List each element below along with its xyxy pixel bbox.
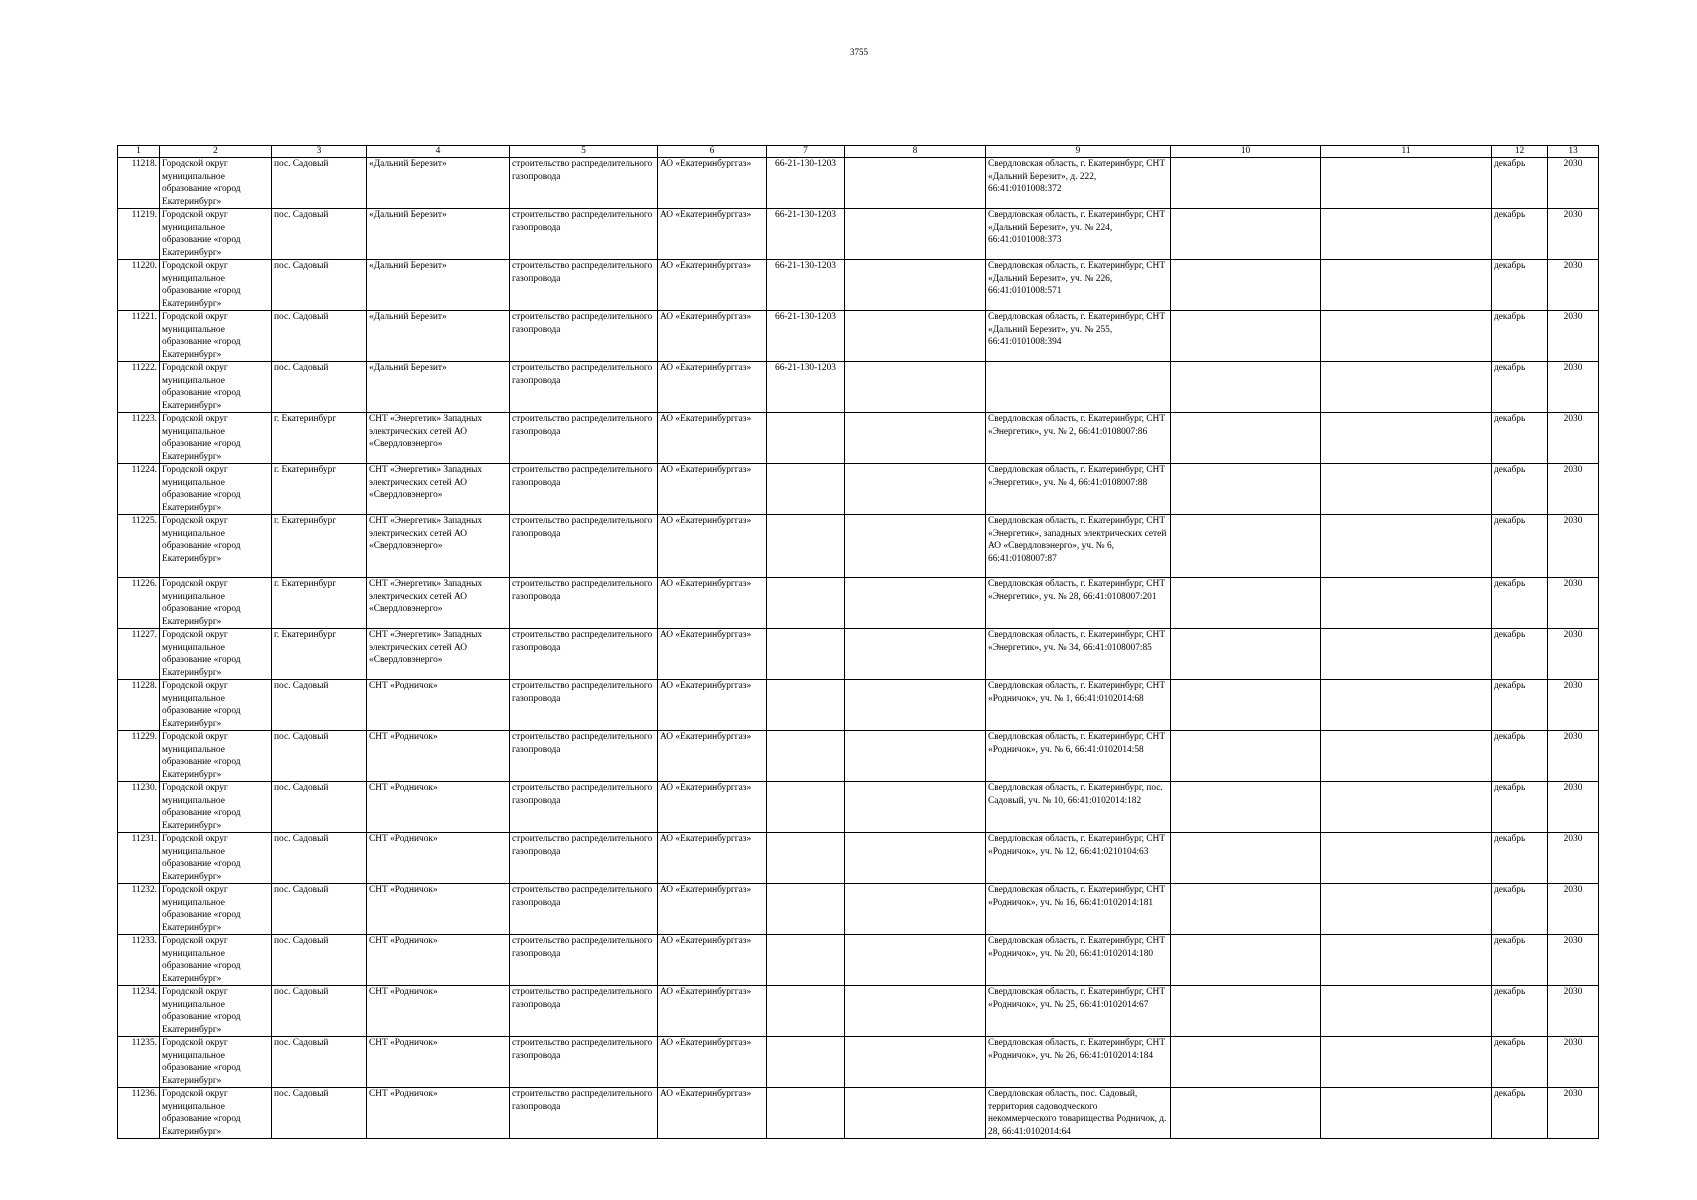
object-name-cell: СНТ «Родничок» bbox=[367, 731, 510, 782]
column-11-cell bbox=[1321, 464, 1492, 515]
code-cell: 66-21-130-1203 bbox=[767, 311, 845, 362]
year-cell: 2030 bbox=[1548, 413, 1599, 464]
table-row bbox=[118, 680, 1599, 731]
month-cell: декабрь bbox=[1492, 362, 1548, 413]
year-cell: 2030 bbox=[1548, 986, 1599, 1037]
organization-cell: АО «Екатеринбурггаз» bbox=[658, 935, 767, 986]
column-10-cell bbox=[1171, 578, 1321, 629]
settlement-cell: пос. Садовый bbox=[272, 209, 367, 260]
month-cell: декабрь bbox=[1492, 413, 1548, 464]
work-type-cell: строительство распределительного газопровода bbox=[510, 311, 658, 362]
work-type-cell: строительство распределительного газопровода bbox=[510, 515, 658, 578]
municipality-cell: Городской округ муниципальное образование «город Екатеринбург» bbox=[160, 209, 272, 260]
column-11-cell bbox=[1321, 884, 1492, 935]
address-cell: Свердловская область, г. Екатеринбург, пос. Садовый, уч. № 10, 66:41:0102014:182 bbox=[986, 782, 1171, 833]
settlement-cell: г. Екатеринбург bbox=[272, 515, 367, 578]
month-cell: декабрь bbox=[1492, 884, 1548, 935]
row-number: 11218. bbox=[118, 158, 160, 209]
column-8-cell bbox=[845, 260, 986, 311]
address-cell: Свердловская область, пос. Садовый, территория садоводческого некоммерческого товарищества Родничок, д. 28, 66:41:0102014:64 bbox=[986, 1088, 1171, 1139]
organization-cell: АО «Екатеринбурггаз» bbox=[658, 578, 767, 629]
month-cell: декабрь bbox=[1492, 464, 1548, 515]
month-cell: декабрь bbox=[1492, 260, 1548, 311]
column-8-cell bbox=[845, 311, 986, 362]
column-header: 5 bbox=[510, 146, 658, 158]
column-8-cell bbox=[845, 209, 986, 260]
year-cell: 2030 bbox=[1548, 782, 1599, 833]
address-cell: Свердловская область, г. Екатеринбург, СНТ «Энергетик», уч. № 2, 66:41:0108007:86 bbox=[986, 413, 1171, 464]
year-cell: 2030 bbox=[1548, 362, 1599, 413]
column-8-cell bbox=[845, 362, 986, 413]
table-row bbox=[118, 260, 1599, 311]
row-number: 11229. bbox=[118, 731, 160, 782]
row-number: 11230. bbox=[118, 782, 160, 833]
year-cell: 2030 bbox=[1548, 629, 1599, 680]
column-10-cell bbox=[1171, 413, 1321, 464]
code-cell bbox=[767, 782, 845, 833]
table-row bbox=[118, 464, 1599, 515]
table-body bbox=[118, 158, 1599, 1139]
work-type-cell: строительство распределительного газопровода bbox=[510, 209, 658, 260]
column-8-cell bbox=[845, 578, 986, 629]
column-8-cell bbox=[845, 1088, 986, 1139]
page-number: 3755 bbox=[850, 47, 868, 57]
organization-cell: АО «Екатеринбурггаз» bbox=[658, 884, 767, 935]
code-cell bbox=[767, 515, 845, 578]
object-name-cell: СНТ «Родничок» bbox=[367, 1037, 510, 1088]
object-name-cell: СНТ «Родничок» bbox=[367, 680, 510, 731]
column-8-cell bbox=[845, 935, 986, 986]
row-number: 11231. bbox=[118, 833, 160, 884]
column-header: 1 bbox=[118, 146, 160, 158]
code-cell bbox=[767, 578, 845, 629]
month-cell: декабрь bbox=[1492, 782, 1548, 833]
object-name-cell: «Дальний Березит» bbox=[367, 209, 510, 260]
row-number: 11236. bbox=[118, 1088, 160, 1139]
municipality-cell: Городской округ муниципальное образование «город Екатеринбург» bbox=[160, 1037, 272, 1088]
column-11-cell bbox=[1321, 260, 1492, 311]
municipality-cell: Городской округ муниципальное образование «город Екатеринбург» bbox=[160, 260, 272, 311]
settlement-cell: пос. Садовый bbox=[272, 986, 367, 1037]
code-cell bbox=[767, 731, 845, 782]
year-cell: 2030 bbox=[1548, 731, 1599, 782]
column-10-cell bbox=[1171, 515, 1321, 578]
table-row bbox=[118, 1088, 1599, 1139]
column-10-cell bbox=[1171, 1037, 1321, 1088]
year-cell: 2030 bbox=[1548, 833, 1599, 884]
object-name-cell: «Дальний Березит» bbox=[367, 311, 510, 362]
organization-cell: АО «Екатеринбурггаз» bbox=[658, 413, 767, 464]
header-row bbox=[118, 146, 1599, 158]
organization-cell: АО «Екатеринбурггаз» bbox=[658, 260, 767, 311]
column-10-cell bbox=[1171, 782, 1321, 833]
column-11-cell bbox=[1321, 986, 1492, 1037]
year-cell: 2030 bbox=[1548, 884, 1599, 935]
municipality-cell: Городской округ муниципальное образование «город Екатеринбург» bbox=[160, 362, 272, 413]
month-cell: декабрь bbox=[1492, 158, 1548, 209]
address-cell: Свердловская область, г. Екатеринбург, СНТ «Дальний Березит», уч. № 224, 66:41:0101008:373 bbox=[986, 209, 1171, 260]
row-number: 11223. bbox=[118, 413, 160, 464]
work-type-cell: строительство распределительного газопровода bbox=[510, 680, 658, 731]
column-header: 11 bbox=[1321, 146, 1492, 158]
column-8-cell bbox=[845, 629, 986, 680]
address-cell: Свердловская область, г. Екатеринбург, СНТ «Энергетик», западных электрических сетей АО «Свердловэнерго», уч. № 6, 66:41:0108007:87 bbox=[986, 515, 1171, 578]
municipality-cell: Городской округ муниципальное образование «город Екатеринбург» bbox=[160, 311, 272, 362]
organization-cell: АО «Екатеринбурггаз» bbox=[658, 515, 767, 578]
month-cell: декабрь bbox=[1492, 680, 1548, 731]
month-cell: декабрь bbox=[1492, 935, 1548, 986]
year-cell: 2030 bbox=[1548, 260, 1599, 311]
object-name-cell: «Дальний Березит» bbox=[367, 260, 510, 311]
column-11-cell bbox=[1321, 935, 1492, 986]
address-cell: Свердловская область, г. Екатеринбург, СНТ «Родничок», уч. № 25, 66:41:0102014:67 bbox=[986, 986, 1171, 1037]
row-number: 11227. bbox=[118, 629, 160, 680]
column-10-cell bbox=[1171, 986, 1321, 1037]
code-cell bbox=[767, 413, 845, 464]
code-cell bbox=[767, 935, 845, 986]
table-row bbox=[118, 782, 1599, 833]
year-cell: 2030 bbox=[1548, 464, 1599, 515]
municipality-cell: Городской округ муниципальное образование «город Екатеринбург» bbox=[160, 680, 272, 731]
table-row bbox=[118, 413, 1599, 464]
table-row bbox=[118, 158, 1599, 209]
column-8-cell bbox=[845, 884, 986, 935]
table-row bbox=[118, 986, 1599, 1037]
month-cell: декабрь bbox=[1492, 629, 1548, 680]
object-name-cell: «Дальний Березит» bbox=[367, 158, 510, 209]
column-11-cell bbox=[1321, 158, 1492, 209]
address-cell: Свердловская область, г. Екатеринбург, СНТ «Дальний Березит», уч. № 226, 66:41:0101008:571 bbox=[986, 260, 1171, 311]
work-type-cell: строительство распределительного газопровода bbox=[510, 782, 658, 833]
work-type-cell: строительство распределительного газопровода bbox=[510, 833, 658, 884]
column-10-cell bbox=[1171, 209, 1321, 260]
settlement-cell: пос. Садовый bbox=[272, 260, 367, 311]
row-number: 11221. bbox=[118, 311, 160, 362]
address-cell: Свердловская область, г. Екатеринбург, СНТ «Дальний Березит», д. 222, 66:41:0101008:372 bbox=[986, 158, 1171, 209]
row-number: 11232. bbox=[118, 884, 160, 935]
column-header: 6 bbox=[658, 146, 767, 158]
object-name-cell: СНТ «Родничок» bbox=[367, 884, 510, 935]
column-11-cell bbox=[1321, 515, 1492, 578]
column-10-cell bbox=[1171, 935, 1321, 986]
code-cell: 66-21-130-1203 bbox=[767, 209, 845, 260]
address-cell: Свердловская область, г. Екатеринбург, СНТ «Энергетик», уч. № 4, 66:41:0108007:88 bbox=[986, 464, 1171, 515]
column-header: 9 bbox=[986, 146, 1171, 158]
municipality-cell: Городской округ муниципальное образование «город Екатеринбург» bbox=[160, 1088, 272, 1139]
object-name-cell: СНТ «Энергетик» Западных электрических сетей АО «Свердловэнерго» bbox=[367, 464, 510, 515]
organization-cell: АО «Екатеринбурггаз» bbox=[658, 986, 767, 1037]
object-name-cell: СНТ «Родничок» bbox=[367, 782, 510, 833]
municipality-cell: Городской округ муниципальное образование «город Екатеринбург» bbox=[160, 986, 272, 1037]
work-type-cell: строительство распределительного газопровода bbox=[510, 260, 658, 311]
table-row bbox=[118, 629, 1599, 680]
code-cell bbox=[767, 464, 845, 515]
year-cell: 2030 bbox=[1548, 515, 1599, 578]
work-type-cell: строительство распределительного газопровода bbox=[510, 884, 658, 935]
column-11-cell bbox=[1321, 629, 1492, 680]
column-8-cell bbox=[845, 158, 986, 209]
work-type-cell: строительство распределительного газопровода bbox=[510, 413, 658, 464]
organization-cell: АО «Екатеринбурггаз» bbox=[658, 782, 767, 833]
organization-cell: АО «Екатеринбурггаз» bbox=[658, 464, 767, 515]
column-8-cell bbox=[845, 464, 986, 515]
code-cell bbox=[767, 1037, 845, 1088]
code-cell bbox=[767, 833, 845, 884]
settlement-cell: пос. Садовый bbox=[272, 884, 367, 935]
municipality-cell: Городской округ муниципальное образование «город Екатеринбург» bbox=[160, 515, 272, 578]
month-cell: декабрь bbox=[1492, 1088, 1548, 1139]
code-cell bbox=[767, 986, 845, 1037]
table-row bbox=[118, 935, 1599, 986]
settlement-cell: пос. Садовый bbox=[272, 731, 367, 782]
code-cell: 66-21-130-1203 bbox=[767, 260, 845, 311]
settlement-cell: пос. Садовый bbox=[272, 680, 367, 731]
column-header: 13 bbox=[1548, 146, 1599, 158]
municipality-cell: Городской округ муниципальное образование «город Екатеринбург» bbox=[160, 884, 272, 935]
column-11-cell bbox=[1321, 731, 1492, 782]
column-11-cell bbox=[1321, 578, 1492, 629]
object-name-cell: СНТ «Энергетик» Западных электрических сетей АО «Свердловэнерго» bbox=[367, 578, 510, 629]
month-cell: декабрь bbox=[1492, 311, 1548, 362]
municipality-cell: Городской округ муниципальное образование «город Екатеринбург» bbox=[160, 464, 272, 515]
column-header: 12 bbox=[1492, 146, 1548, 158]
work-type-cell: строительство распределительного газопровода bbox=[510, 1037, 658, 1088]
work-type-cell: строительство распределительного газопровода bbox=[510, 986, 658, 1037]
address-cell: Свердловская область, г. Екатеринбург, СНТ «Родничок», уч. № 26, 66:41:0102014:184 bbox=[986, 1037, 1171, 1088]
year-cell: 2030 bbox=[1548, 311, 1599, 362]
year-cell: 2030 bbox=[1548, 1088, 1599, 1139]
row-number: 11225. bbox=[118, 515, 160, 578]
column-header: 2 bbox=[160, 146, 272, 158]
table-row bbox=[118, 362, 1599, 413]
address-cell: Свердловская область, г. Екатеринбург, СНТ «Родничок», уч. № 16, 66:41:0102014:181 bbox=[986, 884, 1171, 935]
municipality-cell: Городской округ муниципальное образование «город Екатеринбург» bbox=[160, 629, 272, 680]
year-cell: 2030 bbox=[1548, 578, 1599, 629]
organization-cell: АО «Екатеринбурггаз» bbox=[658, 158, 767, 209]
column-header: 4 bbox=[367, 146, 510, 158]
code-cell bbox=[767, 884, 845, 935]
month-cell: декабрь bbox=[1492, 833, 1548, 884]
address-cell: Свердловская область, г. Екатеринбург, СНТ «Дальний Березит», уч. № 255, 66:41:0101008:394 bbox=[986, 311, 1171, 362]
organization-cell: АО «Екатеринбурггаз» bbox=[658, 629, 767, 680]
object-name-cell: «Дальний Березит» bbox=[367, 362, 510, 413]
column-10-cell bbox=[1171, 362, 1321, 413]
column-10-cell bbox=[1171, 629, 1321, 680]
work-type-cell: строительство распределительного газопровода bbox=[510, 731, 658, 782]
work-type-cell: строительство распределительного газопровода bbox=[510, 629, 658, 680]
object-name-cell: СНТ «Родничок» bbox=[367, 935, 510, 986]
organization-cell: АО «Екатеринбурггаз» bbox=[658, 1037, 767, 1088]
year-cell: 2030 bbox=[1548, 1037, 1599, 1088]
table-row bbox=[118, 731, 1599, 782]
address-cell: Свердловская область, г. Екатеринбург, СНТ «Родничок», уч. № 12, 66:41:0210104:63 bbox=[986, 833, 1171, 884]
column-11-cell bbox=[1321, 362, 1492, 413]
organization-cell: АО «Екатеринбурггаз» bbox=[658, 833, 767, 884]
table-row bbox=[118, 578, 1599, 629]
column-8-cell bbox=[845, 833, 986, 884]
column-10-cell bbox=[1171, 680, 1321, 731]
month-cell: декабрь bbox=[1492, 1037, 1548, 1088]
year-cell: 2030 bbox=[1548, 158, 1599, 209]
object-name-cell: СНТ «Энергетик» Западных электрических сетей АО «Свердловэнерго» bbox=[367, 413, 510, 464]
object-name-cell: СНТ «Родничок» bbox=[367, 1088, 510, 1139]
column-8-cell bbox=[845, 986, 986, 1037]
municipality-cell: Городской округ муниципальное образование «город Екатеринбург» bbox=[160, 935, 272, 986]
settlement-cell: г. Екатеринбург bbox=[272, 629, 367, 680]
column-8-cell bbox=[845, 1037, 986, 1088]
settlement-cell: пос. Садовый bbox=[272, 311, 367, 362]
column-11-cell bbox=[1321, 1088, 1492, 1139]
table-row bbox=[118, 311, 1599, 362]
settlement-cell: пос. Садовый bbox=[272, 782, 367, 833]
settlement-cell: пос. Садовый bbox=[272, 362, 367, 413]
row-number: 11220. bbox=[118, 260, 160, 311]
column-10-cell bbox=[1171, 731, 1321, 782]
address-cell: Свердловская область, г. Екатеринбург, СНТ «Энергетик», уч. № 34, 66:41:0108007:85 bbox=[986, 629, 1171, 680]
municipality-cell: Городской округ муниципальное образование «город Екатеринбург» bbox=[160, 731, 272, 782]
organization-cell: АО «Екатеринбурггаз» bbox=[658, 731, 767, 782]
organization-cell: АО «Екатеринбурггаз» bbox=[658, 362, 767, 413]
row-number: 11219. bbox=[118, 209, 160, 260]
column-8-cell bbox=[845, 680, 986, 731]
column-8-cell bbox=[845, 731, 986, 782]
organization-cell: АО «Екатеринбурггаз» bbox=[658, 1088, 767, 1139]
municipality-cell: Городской округ муниципальное образование «город Екатеринбург» bbox=[160, 578, 272, 629]
column-header: 3 bbox=[272, 146, 367, 158]
column-11-cell bbox=[1321, 833, 1492, 884]
object-name-cell: СНТ «Родничок» bbox=[367, 833, 510, 884]
month-cell: декабрь bbox=[1492, 209, 1548, 260]
settlement-cell: г. Екатеринбург bbox=[272, 464, 367, 515]
column-11-cell bbox=[1321, 209, 1492, 260]
municipality-cell: Городской округ муниципальное образование «город Екатеринбург» bbox=[160, 413, 272, 464]
row-number: 11226. bbox=[118, 578, 160, 629]
address-cell: Свердловская область, г. Екатеринбург, СНТ «Родничок», уч. № 1, 66:41:0102014:68 bbox=[986, 680, 1171, 731]
row-number: 11233. bbox=[118, 935, 160, 986]
municipality-cell: Городской округ муниципальное образование «город Екатеринбург» bbox=[160, 158, 272, 209]
row-number: 11222. bbox=[118, 362, 160, 413]
settlement-cell: пос. Садовый bbox=[272, 1037, 367, 1088]
registry-table bbox=[117, 145, 1599, 1139]
column-8-cell bbox=[845, 413, 986, 464]
column-11-cell bbox=[1321, 680, 1492, 731]
settlement-cell: пос. Садовый bbox=[272, 1088, 367, 1139]
column-8-cell bbox=[845, 782, 986, 833]
row-number: 11224. bbox=[118, 464, 160, 515]
year-cell: 2030 bbox=[1548, 680, 1599, 731]
address-cell bbox=[986, 362, 1171, 413]
object-name-cell: СНТ «Родничок» bbox=[367, 986, 510, 1037]
settlement-cell: пос. Садовый bbox=[272, 833, 367, 884]
table-row bbox=[118, 515, 1599, 578]
column-10-cell bbox=[1171, 260, 1321, 311]
municipality-cell: Городской округ муниципальное образование «город Екатеринбург» bbox=[160, 782, 272, 833]
table-row bbox=[118, 1037, 1599, 1088]
row-number: 11234. bbox=[118, 986, 160, 1037]
column-header: 7 bbox=[767, 146, 845, 158]
column-11-cell bbox=[1321, 311, 1492, 362]
column-10-cell bbox=[1171, 884, 1321, 935]
organization-cell: АО «Екатеринбурггаз» bbox=[658, 311, 767, 362]
work-type-cell: строительство распределительного газопровода bbox=[510, 362, 658, 413]
month-cell: декабрь bbox=[1492, 578, 1548, 629]
work-type-cell: строительство распределительного газопровода bbox=[510, 935, 658, 986]
column-header: 10 bbox=[1171, 146, 1321, 158]
code-cell: 66-21-130-1203 bbox=[767, 158, 845, 209]
column-11-cell bbox=[1321, 1037, 1492, 1088]
column-8-cell bbox=[845, 515, 986, 578]
work-type-cell: строительство распределительного газопровода bbox=[510, 158, 658, 209]
object-name-cell: СНТ «Энергетик» Западных электрических сетей АО «Свердловэнерго» bbox=[367, 515, 510, 578]
column-11-cell bbox=[1321, 413, 1492, 464]
table-row bbox=[118, 209, 1599, 260]
month-cell: декабрь bbox=[1492, 986, 1548, 1037]
work-type-cell: строительство распределительного газопровода bbox=[510, 1088, 658, 1139]
code-cell bbox=[767, 1088, 845, 1139]
column-10-cell bbox=[1171, 833, 1321, 884]
column-10-cell bbox=[1171, 311, 1321, 362]
settlement-cell: пос. Садовый bbox=[272, 158, 367, 209]
object-name-cell: СНТ «Энергетик» Западных электрических сетей АО «Свердловэнерго» bbox=[367, 629, 510, 680]
work-type-cell: строительство распределительного газопровода bbox=[510, 578, 658, 629]
address-cell: Свердловская область, г. Екатеринбург, СНТ «Родничок», уч. № 6, 66:41:0102014:58 bbox=[986, 731, 1171, 782]
column-10-cell bbox=[1171, 464, 1321, 515]
organization-cell: АО «Екатеринбурггаз» bbox=[658, 209, 767, 260]
settlement-cell: пос. Садовый bbox=[272, 935, 367, 986]
month-cell: декабрь bbox=[1492, 515, 1548, 578]
municipality-cell: Городской округ муниципальное образование «город Екатеринбург» bbox=[160, 833, 272, 884]
settlement-cell: г. Екатеринбург bbox=[272, 413, 367, 464]
code-cell: 66-21-130-1203 bbox=[767, 362, 845, 413]
table-row bbox=[118, 833, 1599, 884]
column-11-cell bbox=[1321, 782, 1492, 833]
column-10-cell bbox=[1171, 158, 1321, 209]
table-row bbox=[118, 884, 1599, 935]
address-cell: Свердловская область, г. Екатеринбург, СНТ «Энергетик», уч. № 28, 66:41:0108007:201 bbox=[986, 578, 1171, 629]
work-type-cell: строительство распределительного газопровода bbox=[510, 464, 658, 515]
code-cell bbox=[767, 680, 845, 731]
column-10-cell bbox=[1171, 1088, 1321, 1139]
row-number: 11228. bbox=[118, 680, 160, 731]
year-cell: 2030 bbox=[1548, 209, 1599, 260]
code-cell bbox=[767, 629, 845, 680]
row-number: 11235. bbox=[118, 1037, 160, 1088]
address-cell: Свердловская область, г. Екатеринбург, СНТ «Родничок», уч. № 20, 66:41:0102014:180 bbox=[986, 935, 1171, 986]
month-cell: декабрь bbox=[1492, 731, 1548, 782]
settlement-cell: г. Екатеринбург bbox=[272, 578, 367, 629]
column-header: 8 bbox=[845, 146, 986, 158]
organization-cell: АО «Екатеринбурггаз» bbox=[658, 680, 767, 731]
year-cell: 2030 bbox=[1548, 935, 1599, 986]
